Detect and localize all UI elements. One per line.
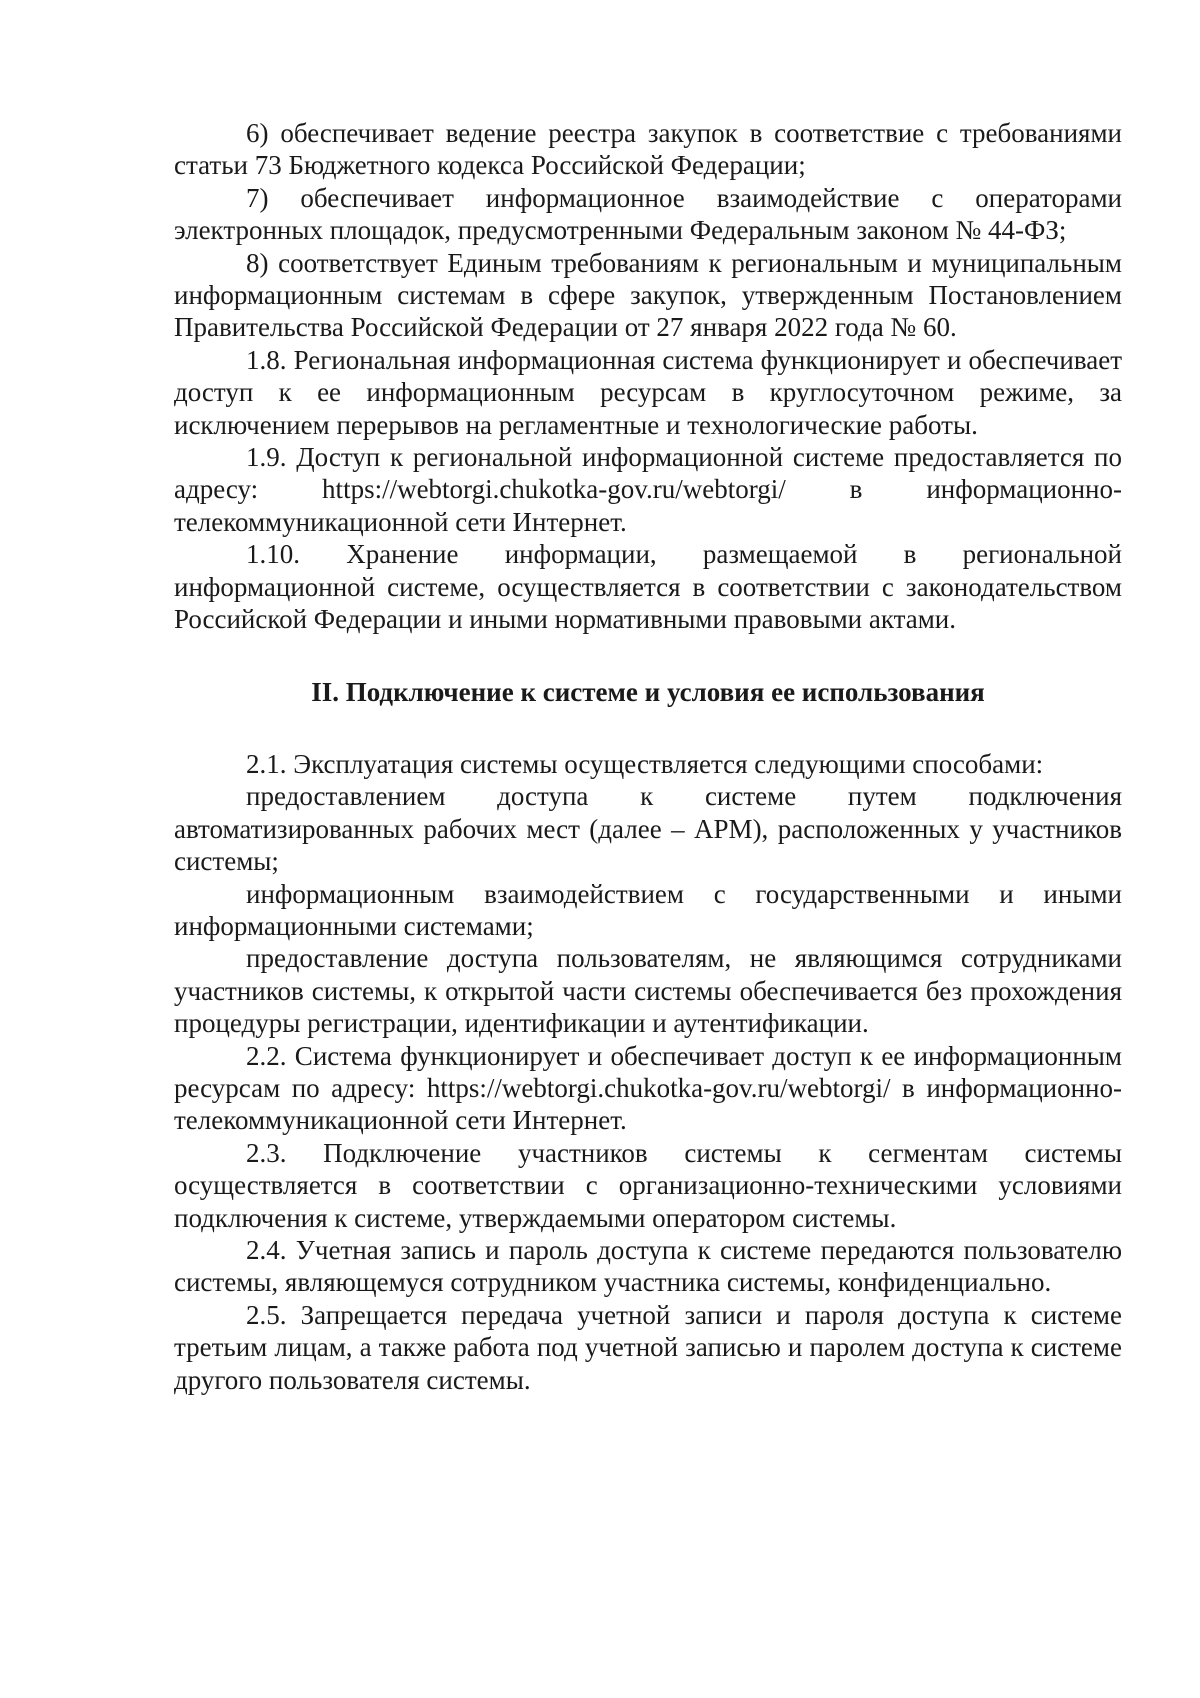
paragraph-1-10: 1.10. Хранение информации, размещаемой в региональной информационной системе, осуществляется в соответствии с законодательством Российской Федерации и иными нормативными правовыми актами. <box>174 539 1122 635</box>
paragraph-2-3: 2.3. Подключение участников системы к сегментам системы осуществляется в соответствии с организационно-техническими условиями подключения к системе, утверждаемыми оператором системы. <box>174 1137 1122 1233</box>
paragraph-2-5: 2.5. Запрещается передача учетной записи и пароля доступа к системе третьим лицам, а также работа под учетной записью и паролем доступа к системе другого пользователя системы. <box>174 1299 1122 1395</box>
paragraph-1-9: 1.9. Доступ к региональной информационной системе предоставляется по адресу: https://webtorgi.chukotka-gov.ru/webtorgi/ в информационно-телекоммуникационной сети Интернет. <box>174 442 1122 537</box>
document-body <box>174 117 1122 1396</box>
paragraph-2-1-method-open-access: предоставление доступа пользователям, не являющимся сотрудниками участников системы, к открытой части системы обеспечивается без прохождения процедуры регистрации, идентификации и аутентификации. <box>174 943 1122 1039</box>
paragraph-item-8: 8) соответствует Единым требованиям к региональным и муниципальным информационным системам в сфере закупок, утвержденным Постановлением Правительства Российской Федерации от 27 января 2022 года № 60. <box>174 247 1122 343</box>
paragraph-2-2: 2.2. Система функционирует и обеспечивает доступ к ее информационным ресурсам по адресу: https://webtorgi.chukotka-gov.ru/webtorgi/ в информационно-телекоммуникационной сети Интернет. <box>174 1040 1122 1136</box>
paragraph-2-4: 2.4. Учетная запись и пароль доступа к системе передаются пользователю системы, являющемуся сотрудником участника системы, конфиденциально. <box>174 1235 1122 1298</box>
section-2-heading: II. Подключение к системе и условия ее использования <box>311 676 985 707</box>
paragraph-2-1-method-interaction: информационным взаимодействием с государственными и иными информационными системами; <box>174 878 1122 941</box>
paragraph-1-8: 1.8. Региональная информационная система функционирует и обеспечивает доступ к ее информационным ресурсам в круглосуточном режиме, за исключением перерывов на регламентные и технологические работы. <box>174 344 1122 440</box>
paragraph-item-6: 6) обеспечивает ведение реестра закупок в соответствие с требованиями статьи 73 Бюджетного кодекса Российской Федерации; <box>174 118 1122 181</box>
paragraph-2-1-method-arm: предоставлением доступа к системе путем подключения автоматизированных рабочих мест (далее – АРМ), расположенных у участников системы; <box>174 781 1122 877</box>
paragraph-2-1: 2.1. Эксплуатация системы осуществляется следующими способами: <box>246 748 1044 779</box>
paragraph-item-7: 7) обеспечивает информационное взаимодействие с операторами электронных площадок, предусмотренными Федеральным законом № 44-ФЗ; <box>174 182 1122 246</box>
